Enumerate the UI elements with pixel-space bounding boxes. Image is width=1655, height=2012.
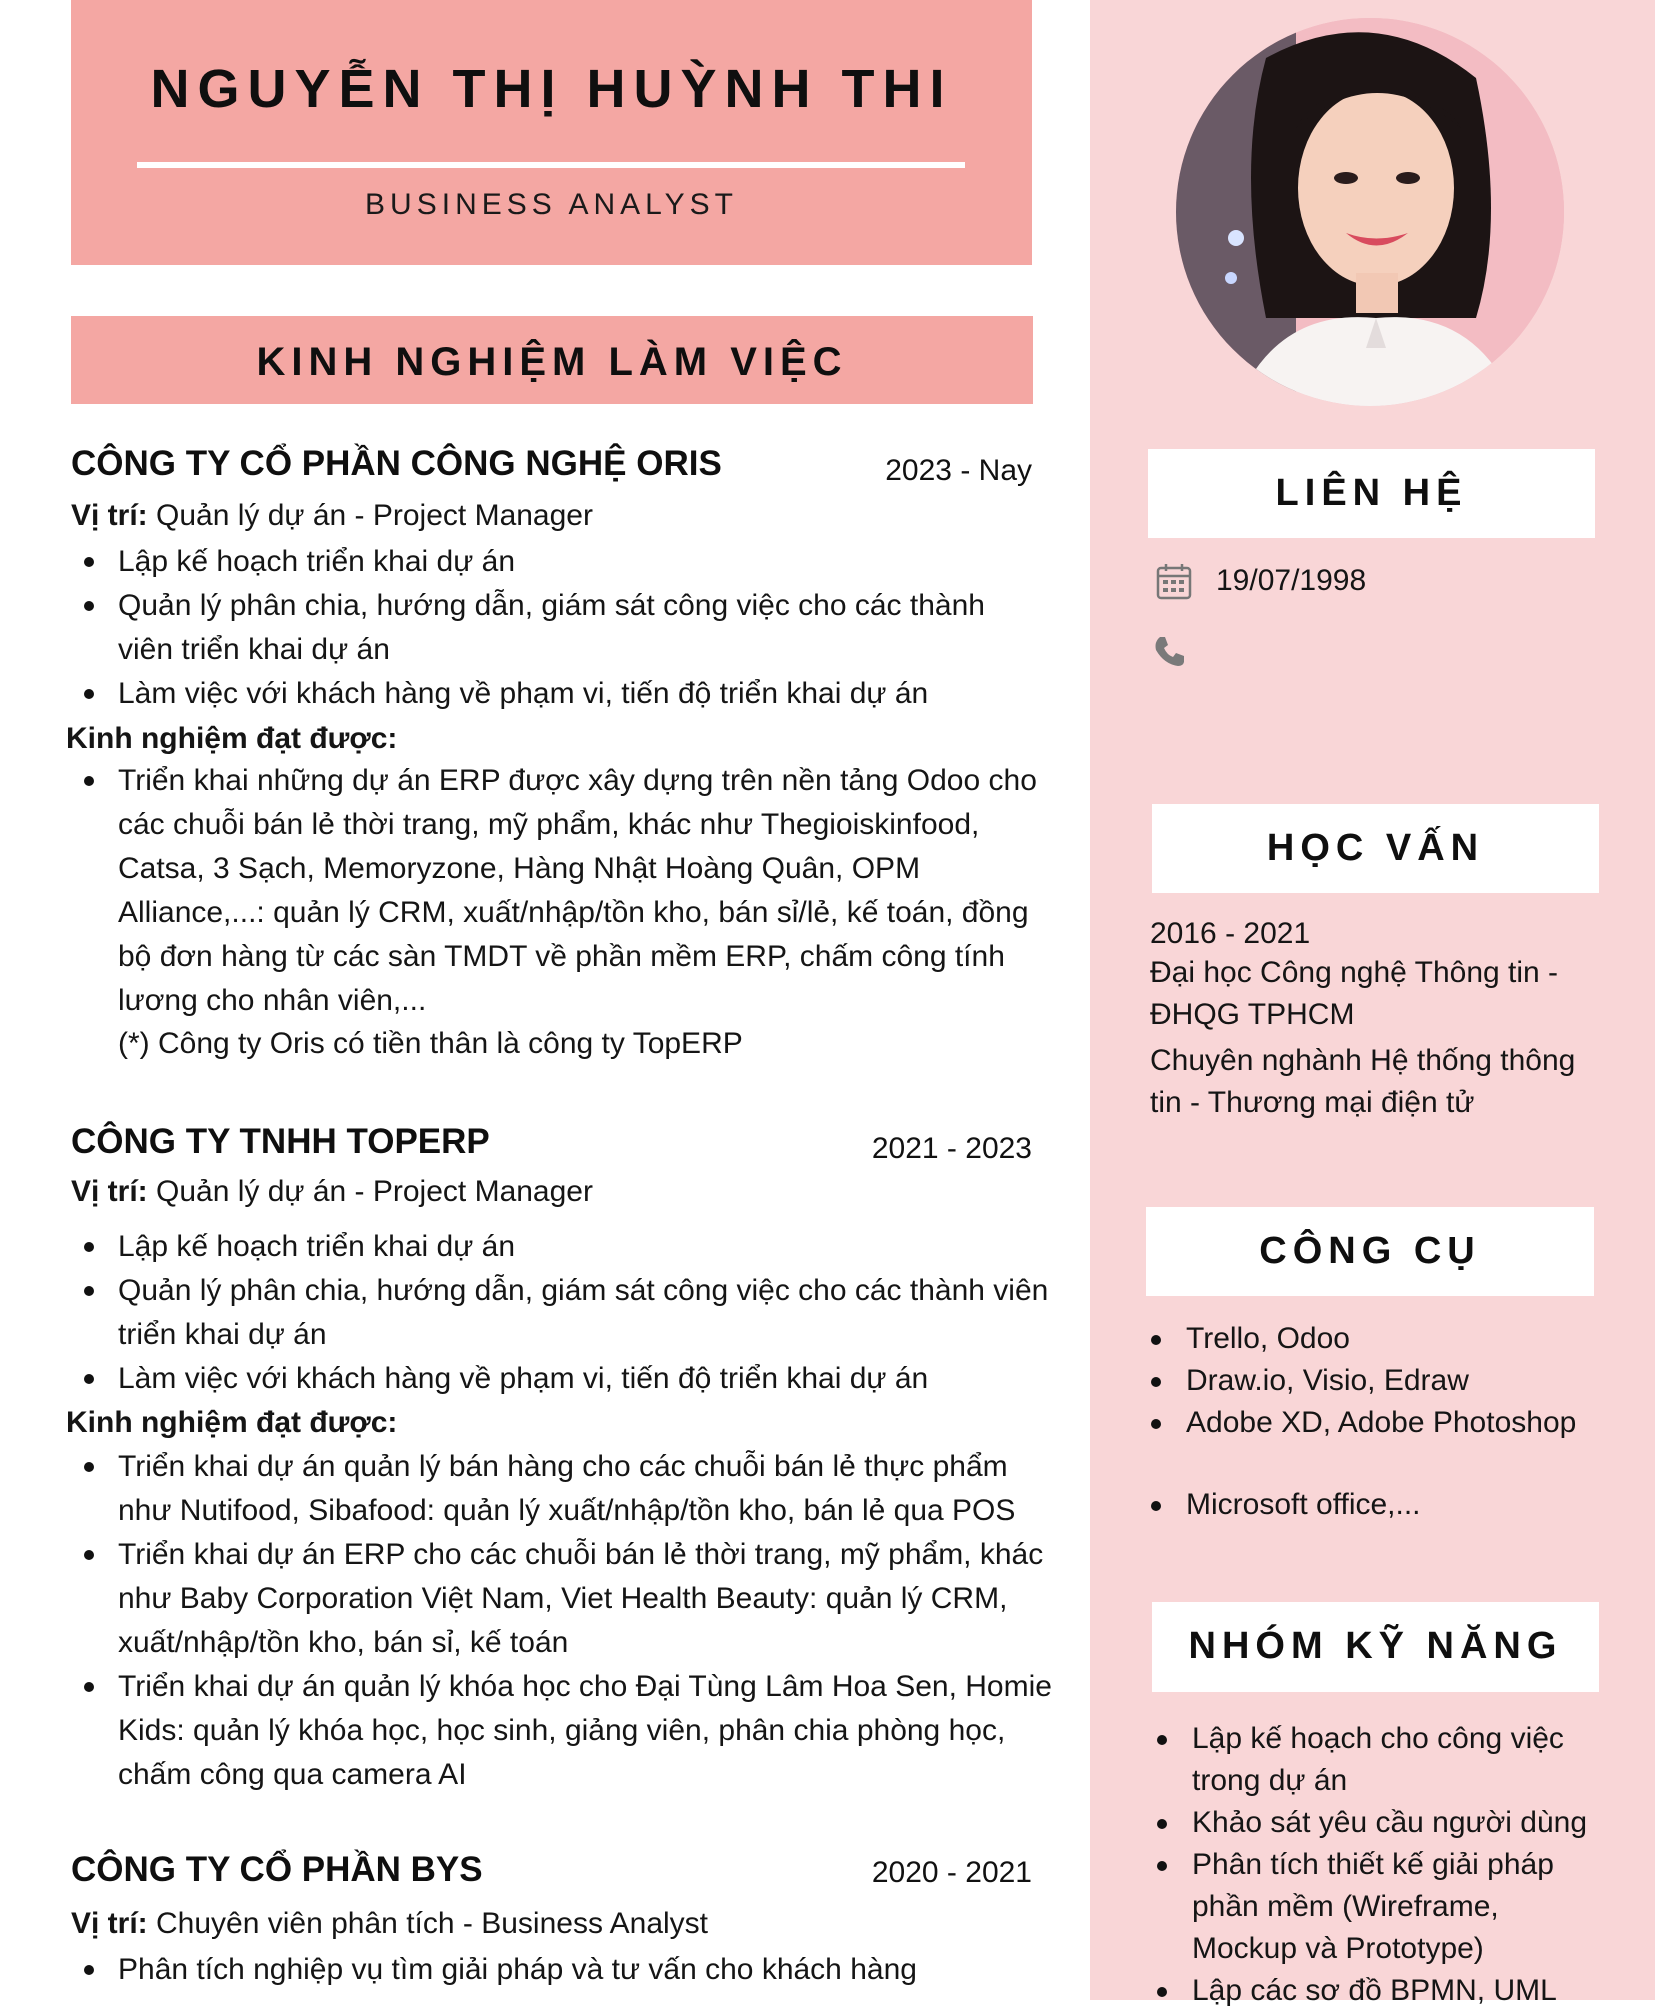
experience-section-header	[71, 316, 1033, 404]
list-item: Triển khai dự án quản lý bán hàng cho các chuỗi bán lẻ thực phẩm như Nutifood, Sibafood: quản lý xuất/nhập/tồn kho, bán lẻ qua POS	[71, 1445, 1066, 1533]
candidate-name: NGUYỄN THỊ HUỲNH THI	[150, 59, 953, 119]
list-item: Triển khai những dự án ERP được xây dựng trên nền tảng Odoo cho các chuỗi bán lẻ thời trang, mỹ phẩm, khác như Thegioiskinfood, Catsa, 3 Sạch, Memoryzone, Hàng Nhật Hoàng Quân, OPM Alliance,...: quản lý CRM, xuất/nhập/tồn kho, bán sỉ/lẻ, kế toán, đồng bộ đơn hàng từ các sàn TMDT về phần mềm ERP, chấm công tính lương cho nhân viên,...	[71, 759, 1046, 1023]
skills-list	[1152, 1718, 1592, 2012]
skills-section-title: NHÓM KỸ NĂNG	[1188, 1625, 1563, 1667]
job-position-line	[71, 494, 593, 538]
list-item: Lập kế hoạch triển khai dự án	[71, 540, 1011, 584]
job-company: CÔNG TY CỔ PHẦN CÔNG NGHỆ ORIS	[71, 444, 722, 483]
tools-list	[1146, 1318, 1606, 1526]
job-position: Chuyên viên phân tích - Business Analyst	[156, 1907, 708, 1940]
list-item: Draw.io, Visio, Edraw	[1146, 1360, 1606, 1402]
list-item: Microsoft office,...	[1146, 1484, 1606, 1526]
job-position-line	[71, 1170, 593, 1214]
tools-section-header	[1146, 1207, 1594, 1296]
list-item: Adobe XD, Adobe Photoshop	[1146, 1402, 1606, 1444]
gained-label: Kinh nghiệm đạt được:	[66, 722, 398, 755]
list-item: Quản lý phân chia, hướng dẫn, giám sát công việc cho các thành viên triển khai dự án	[71, 584, 1011, 672]
list-item: Làm việc với khách hàng về phạm vi, tiến độ triển khai dự án	[71, 672, 1011, 716]
job-task-list	[71, 1225, 1061, 1401]
list-item: Lập các sơ đồ BPMN, UML	[1152, 1970, 1592, 2012]
education-section-title: HỌC VẤN	[1266, 827, 1485, 869]
contact-birthday: 19/07/1998	[1216, 564, 1367, 597]
education-section-header	[1152, 804, 1599, 893]
job-date: 2021 - 2023	[871, 1132, 1032, 1165]
position-label: Vị trí:	[71, 499, 148, 532]
list-item: Phân tích nghiệp vụ tìm giải pháp và tư vấn cho khách hàng	[71, 1948, 1061, 1992]
education-school: Đại học Công nghệ Thông tin - ĐHQG TPHCM	[1150, 956, 1559, 1031]
header-divider	[137, 162, 965, 168]
calendar-icon	[1156, 562, 1192, 600]
list-item: Khảo sát yêu cầu người dùng	[1152, 1802, 1592, 1844]
contact-section-header	[1148, 449, 1595, 538]
education-major: Chuyên nghành Hệ thống thông tin - Thương mại điện tử	[1150, 1044, 1576, 1119]
job-position: Quản lý dự án - Project Manager	[156, 1175, 593, 1208]
tools-section-title: CÔNG CỤ	[1259, 1230, 1481, 1272]
list-item: Trello, Odoo	[1146, 1318, 1606, 1360]
experience-section-title: KINH NGHIỆM LÀM VIỆC	[256, 340, 848, 384]
job-gained-list	[71, 759, 1046, 1023]
position-label: Vị trí:	[71, 1175, 148, 1208]
education-years: 2016 - 2021	[1150, 917, 1311, 950]
list-item: Làm việc với khách hàng về phạm vi, tiến độ triển khai dự án	[71, 1357, 1061, 1401]
gained-label: Kinh nghiệm đạt được:	[66, 1406, 398, 1439]
list-item: Triển khai dự án ERP cho các chuỗi bán lẻ thời trang, mỹ phẩm, khác như Baby Corporation Việt Nam, Viet Health Beauty: quản lý CRM, xuất/nhập/tồn kho, bán sỉ, kế toán	[71, 1533, 1066, 1665]
profile-photo	[1176, 18, 1564, 406]
list-item: Lập kế hoạch cho công việc trong dự án	[1152, 1718, 1592, 1802]
candidate-title: BUSINESS ANALYST	[365, 188, 738, 221]
list-item: Lập kế hoạch triển khai dự án	[71, 1225, 1061, 1269]
job-task-list	[71, 540, 1011, 716]
name-header	[71, 0, 1032, 265]
contact-section-title: LIÊN HỆ	[1275, 472, 1468, 514]
position-label: Vị trí:	[71, 1907, 148, 1940]
profile-photo-illustration	[1176, 18, 1564, 406]
skills-section-header	[1152, 1602, 1599, 1692]
list-item: Triển khai dự án quản lý khóa học cho Đại Tùng Lâm Hoa Sen, Homie Kids: quản lý khóa học, học sinh, giảng viên, phân chia phòng học, chấm công qua camera AI	[71, 1665, 1066, 1797]
job-position: Quản lý dự án - Project Manager	[156, 499, 593, 532]
job-date: 2023 - Nay	[885, 454, 1032, 487]
company-note: (*) Công ty Oris có tiền thân là công ty TopERP	[118, 1027, 743, 1060]
job-position-line	[71, 1902, 708, 1946]
job-company: CÔNG TY CỔ PHẦN BYS	[71, 1850, 483, 1889]
list-item: Quản lý phân chia, hướng dẫn, giám sát công việc cho các thành viên triển khai dự án	[71, 1269, 1061, 1357]
phone-icon	[1152, 634, 1186, 668]
list-item: Phân tích thiết kế giải pháp phần mềm (Wireframe, Mockup và Prototype)	[1152, 1844, 1592, 1970]
job-company: CÔNG TY TNHH TOPERP	[71, 1122, 490, 1161]
job-date: 2020 - 2021	[871, 1856, 1032, 1889]
job-task-list	[71, 1948, 1061, 1992]
job-gained-list	[71, 1445, 1066, 1797]
